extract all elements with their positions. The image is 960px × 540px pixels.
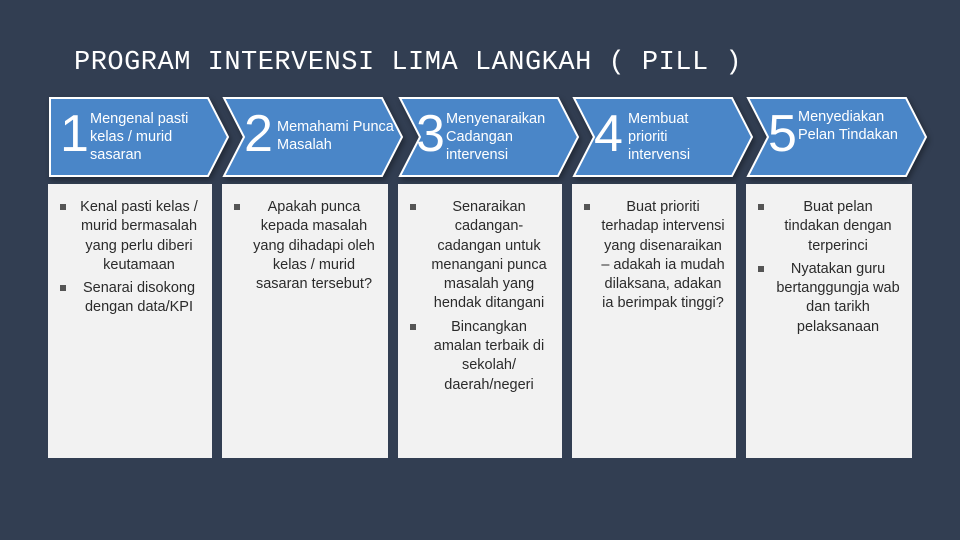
bullet-item: Kenal pasti kelas / murid bermasalah yang perlu diberi keutamaan [60,198,202,275]
step-number: 2 [244,105,273,163]
bullet-item: Buat pelan tindakan dengan terperinci [758,198,902,256]
step-5-chevron [746,96,924,178]
step-heading: Menyediakan Pelan Tindakan [798,109,898,143]
step-5 [746,96,918,335]
step-heading: Menyenaraikan Cadangan intervensi [446,111,546,163]
bullet-item: Senarai disokong dengan data/KPI [60,279,202,318]
step-heading: Mengenal pasti kelas / murid sasaran [90,111,189,163]
step-3-chevron [398,96,576,178]
page-title: PROGRAM INTERVENSI LIMA LANGKAH ( PILL ) [74,48,743,78]
step-card [572,184,736,458]
bullet-item: Apakah punca kepada masalah yang dihadapi oleh kelas / murid sasaran tersebut? [234,198,378,294]
step-1 [48,96,220,316]
step-card [48,184,212,458]
step-4-chevron [572,96,750,178]
step-card [222,184,388,458]
step-heading: Memahami Punca Masalah [277,119,394,153]
bullet-item: Senaraikan cadangan-cadangan untuk menangani punca masalah yang hendak ditangani [410,198,552,314]
step-2-chevron [222,96,400,178]
step-heading: Membuat prioriti intervensi [628,111,691,163]
step-1-chevron [48,96,226,178]
step-card [746,184,912,458]
bullet-item: Bincangkan amalan terbaik di sekolah/ daerah/negeri [410,318,552,395]
step-2 [222,96,394,293]
bullet-item: Nyatakan guru bertanggungja wab dan tarikh pelaksanaan [758,260,902,337]
step-number: 5 [768,105,797,163]
step-4 [572,96,744,312]
step-number: 3 [416,105,445,163]
step-card [398,184,562,458]
bullet-item: Buat prioriti terhadap intervensi yang disenaraikan – adakah ia mudah dilaksana, adakan ia berimpak tinggi? [584,198,726,314]
step-number: 1 [60,105,89,163]
step-number: 4 [594,105,623,163]
step-3 [398,96,570,393]
